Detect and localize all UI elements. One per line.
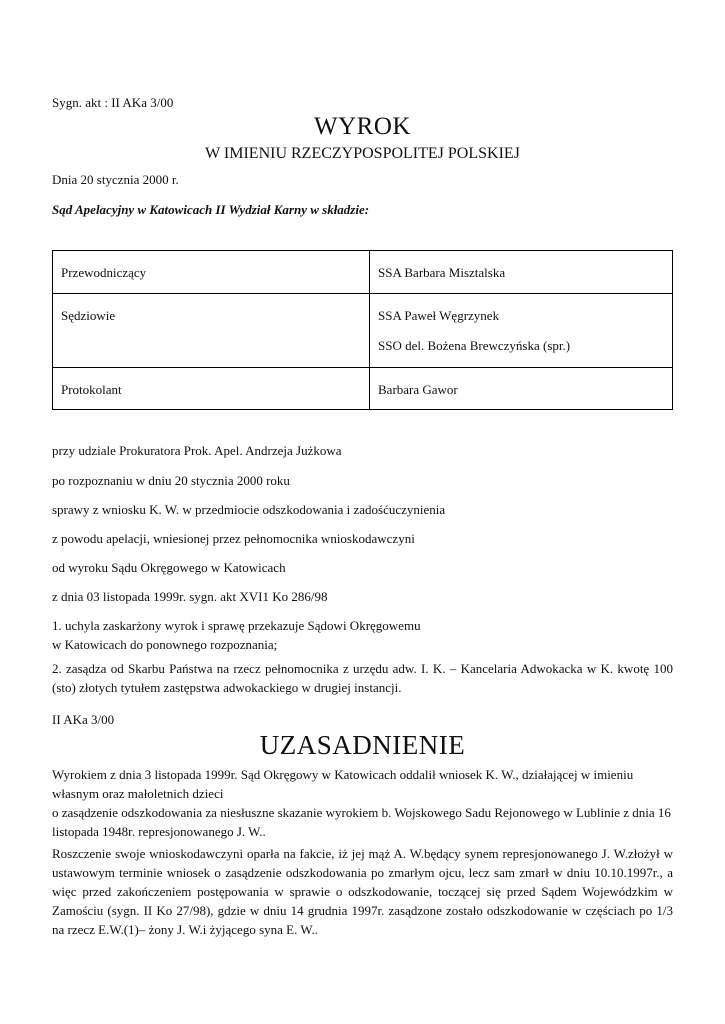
case-reference: II AKa 3/00 [52, 712, 115, 727]
panel-members [370, 294, 673, 368]
panel-role: Protokolant [53, 368, 370, 410]
court-panel-table [52, 250, 673, 410]
panel-row-clerk [53, 368, 673, 410]
case-signature: Sygn. akt : II AKa 3/00 [52, 95, 174, 110]
judgment-date: Dnia 20 stycznia 2000 r. [52, 172, 179, 187]
decision-item-1-line: 1. uchyla zaskarżony wyrok i sprawę przekazuje Sądowi Okręgowemu [52, 618, 421, 633]
panel-row-judges [53, 294, 673, 368]
paragraph-line: Wyrokiem z dnia 3 listopada 1999r. Sąd Okręgowy w Katowicach oddalił wniosek K. W., działającej w imieniu własnym oraz małoletnich dzieci [52, 767, 634, 801]
decision-item-1-line: w Katowicach do ponownego rozpoznania; [52, 637, 278, 652]
panel-member: Barbara Gawor [378, 382, 458, 397]
panel-members [370, 368, 673, 410]
panel-member: SSA Barbara Misztalska [378, 265, 506, 280]
proceedings-line: z powodu apelacji, wniesionej przez pełnomocnika wnioskodawczyni [52, 531, 415, 546]
proceedings-line: przy udziale Prokuratora Prok. Apel. Andrzeja Jużkowa [52, 443, 342, 458]
panel-role: Przewodniczący [53, 251, 370, 294]
panel-member: SSO del. Bożena Brewczyńska (spr.) [378, 338, 571, 353]
document-title: WYROK [314, 113, 411, 140]
justification-heading: UZASADNIENIE [259, 730, 466, 760]
decision-item-1 [52, 616, 673, 654]
paragraph-line: o zasądzenie odszkodowania za niesłuszne skazanie wyrokiem b. Wojskowego Sadu Rejonowego w Lublinie z dnia 16 listopada 1948r. represjonowanego J. W.. [52, 805, 671, 839]
panel-role: Sędziowie [53, 294, 370, 368]
proceedings-line: z dnia 03 listopada 1999r. sygn. akt XVI1 Ko 286/98 [52, 589, 328, 604]
proceedings-line: od wyroku Sądu Okręgowego w Katowicach [52, 560, 286, 575]
panel-row-presiding [53, 251, 673, 294]
court-composition-heading: Sąd Apelacyjny w Katowicach II Wydział Karny w składzie: [52, 202, 370, 217]
proceedings-line: po rozpoznaniu w dniu 20 stycznia 2000 roku [52, 473, 290, 488]
justification-paragraph-1 [52, 765, 673, 841]
document-subtitle: W IMIENIU RZECZYPOSPOLITEJ POLSKIEJ [205, 145, 520, 162]
justification-paragraph-2: Roszczenie swoje wnioskodawczyni oparła na fakcie, iż jej mąż A. W.będący synem represjonowanego J. W.złożył w ustawowym terminie wniosek o zasądzenie odszkodowania po zmarłym ojcu, lecz sam zmarł w dniu 10.10.1997r., a więc przed zakończeniem postępowania w sprawie o odszkodowanie, toczącej się przed Sądem Wojewódzkim w Zamościu (sygn. II Ko 27/98), gdzie w dniu 14 grudnia 1997r. zasądzone zostało odszkodowanie w częściach po 1/3 na rzecz E.W.(1)– żony J. W.i żyjącego syna E. W.. [52, 846, 673, 937]
panel-members [370, 251, 673, 294]
decision-item-2: 2. zasądza od Skarbu Państwa na rzecz pełnomocnika z urzędu adw. I. K. – Kancelaria Adwokacka w K. kwotę 100 (sto) złotych tytułem zastępstwa adwokackiego w drugiej instancji. [52, 661, 673, 695]
panel-member: SSA Paweł Węgrzynek [378, 308, 500, 323]
proceedings-line: sprawy z wniosku K. W. w przedmiocie odszkodowania i zadośćuczynienia [52, 502, 446, 517]
